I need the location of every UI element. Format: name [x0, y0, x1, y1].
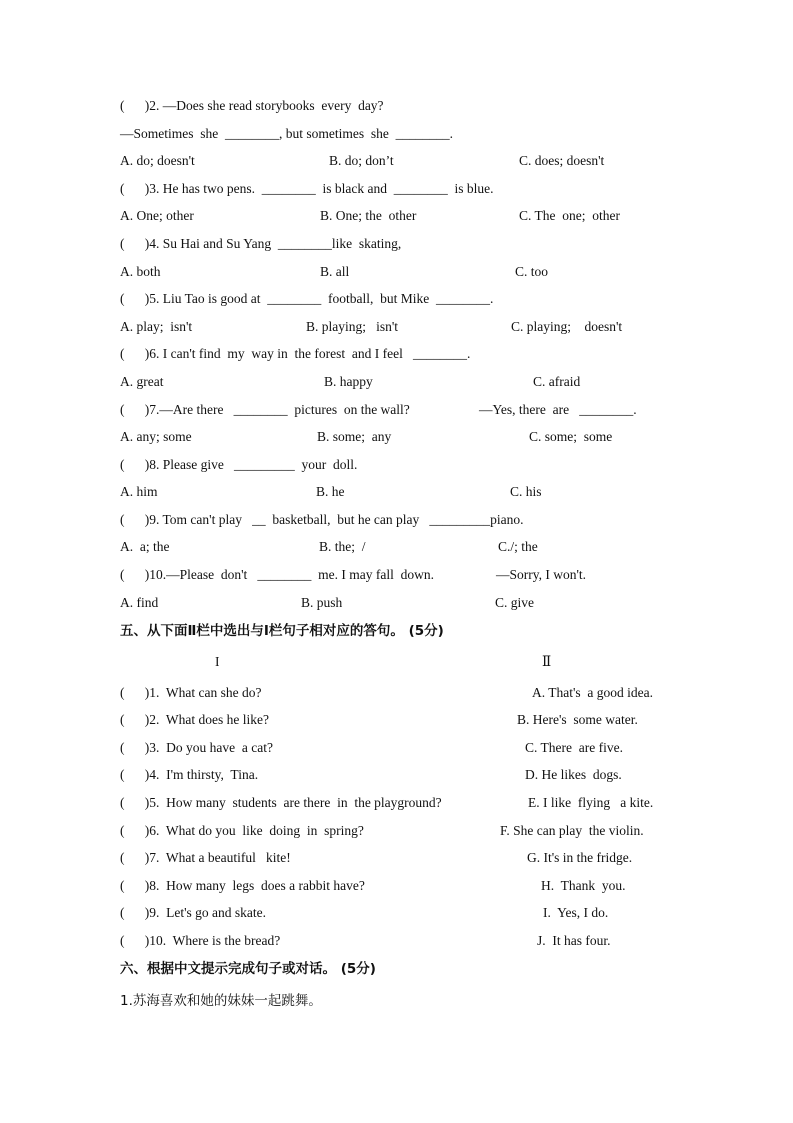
option-c: C. his: [510, 484, 542, 499]
question-10-stem: ( )10.—Please don't ________ me. I may fall down. —Sorry, I won't.: [120, 567, 587, 582]
option-a: A. great: [120, 374, 164, 389]
option-a: A. both: [120, 264, 161, 279]
option-c: C. The one; other: [519, 208, 620, 223]
question-cell: ( )2. What does he like?: [120, 712, 269, 727]
option-c: C. some; some: [529, 429, 613, 444]
question-9-options: [0, 537, 793, 557]
answer-cell: E. I like flying a kite.: [528, 795, 654, 810]
option-b: B. all: [320, 264, 350, 279]
matching-row: [0, 710, 793, 730]
matching-row: [0, 821, 793, 841]
column-headers: [0, 652, 793, 672]
matching-row: [0, 931, 793, 951]
answer-cell: J. It has four.: [537, 933, 611, 948]
option-c: C./; the: [498, 539, 538, 554]
column-1-header: I: [215, 654, 220, 669]
answer-cell: I. Yes, I do.: [543, 905, 609, 920]
option-b: B. some; any: [317, 429, 392, 444]
question-3-options: [0, 206, 793, 226]
question-cell: ( )4. I'm thirsty, Tina.: [120, 767, 259, 782]
matching-row: [0, 765, 793, 785]
question-cell: ( )9. Let's go and skate.: [120, 905, 267, 920]
column-2-header: Ⅱ: [542, 654, 552, 669]
answer-cell: C. There are five.: [525, 740, 623, 755]
option-b: B. do; don’t: [329, 153, 394, 168]
answer-cell: H. Thank you.: [541, 878, 626, 893]
question-6-stem: ( )6. I can't find my way in the forest and I feel ________.: [120, 346, 471, 361]
question-4-options: [0, 262, 793, 282]
question-8-stem: ( )8. Please give _________ your doll.: [120, 457, 358, 472]
option-b: B. playing; isn't: [306, 319, 399, 334]
option-c: C. too: [515, 264, 549, 279]
option-b: B. happy: [324, 374, 373, 389]
question-cell: ( )7. What a beautiful kite!: [120, 850, 291, 865]
option-b: B. he: [316, 484, 345, 499]
question-9-stem: ( )9. Tom can't play __ basketball, but he can play _________piano.: [120, 512, 524, 527]
option-b: B. push: [301, 595, 343, 610]
question-4-stem: ( )4. Su Hai and Su Yang ________like skating,: [120, 236, 402, 251]
answer-cell: B. Here's some water.: [517, 712, 638, 727]
question-7-options: [0, 427, 793, 447]
matching-row: [0, 848, 793, 868]
question-6-options: [0, 372, 793, 392]
matching-row: [0, 903, 793, 923]
section-6-item-1: 1.苏海喜欢和她的妹妹一起跳舞。: [120, 993, 322, 1009]
answer-cell: A. That's a good idea.: [532, 685, 654, 700]
question-5-stem: ( )5. Liu Tao is good at ________ football, but Mike ________.: [120, 291, 494, 306]
option-b: B. the; /: [319, 539, 366, 554]
answer-cell: D. He likes dogs.: [525, 767, 622, 782]
question-2-options: [0, 151, 793, 171]
question-cell: ( )6. What do you like doing in spring?: [120, 823, 364, 838]
question-cell: ( )10. Where is the bread?: [120, 933, 281, 948]
question-cell: ( )1. What can she do?: [120, 685, 262, 700]
question-cell: ( )5. How many students are there in the playground?: [120, 795, 442, 810]
section-5-heading: 五、从下面Ⅱ栏中选出与Ⅰ栏句子相对应的答句。 (5分): [120, 623, 444, 639]
option-c: C. afraid: [533, 374, 581, 389]
option-a: A. do; doesn't: [120, 153, 195, 168]
answer-cell: F. She can play the violin.: [500, 823, 644, 838]
question-cell: ( )8. How many legs does a rabbit have?: [120, 878, 365, 893]
question-8-options: [0, 482, 793, 502]
option-c: C. give: [495, 595, 534, 610]
question-10-options: [0, 593, 793, 613]
option-a: A. him: [120, 484, 158, 499]
option-a: A. find: [120, 595, 159, 610]
matching-row: [0, 683, 793, 703]
option-a: A. play; isn't: [120, 319, 193, 334]
question-3-stem: ( )3. He has two pens. ________ is black and ________ is blue.: [120, 181, 494, 196]
option-c: C. does; doesn't: [519, 153, 605, 168]
option-a: A. One; other: [120, 208, 194, 223]
section-6-heading: 六、根据中文提示完成句子或对话。 (5分): [120, 961, 376, 977]
matching-row: [0, 793, 793, 813]
option-a: A. any; some: [120, 429, 192, 444]
option-a: A. a; the: [120, 539, 170, 554]
question-cell: ( )3. Do you have a cat?: [120, 740, 273, 755]
question-2-reply: —Sometimes she ________, but sometimes she ________.: [120, 126, 453, 141]
matching-row: [0, 738, 793, 758]
matching-row: [0, 876, 793, 896]
option-c: C. playing; doesn't: [511, 319, 623, 334]
option-b: B. One; the other: [320, 208, 417, 223]
answer-cell: G. It's in the fridge.: [527, 850, 633, 865]
question-7-stem: ( )7.—Are there ________ pictures on the wall? —Yes, there are ________.: [120, 402, 637, 417]
question-2-stem: ( )2. —Does she read storybooks every day?: [120, 98, 384, 113]
question-5-options: [0, 317, 793, 337]
